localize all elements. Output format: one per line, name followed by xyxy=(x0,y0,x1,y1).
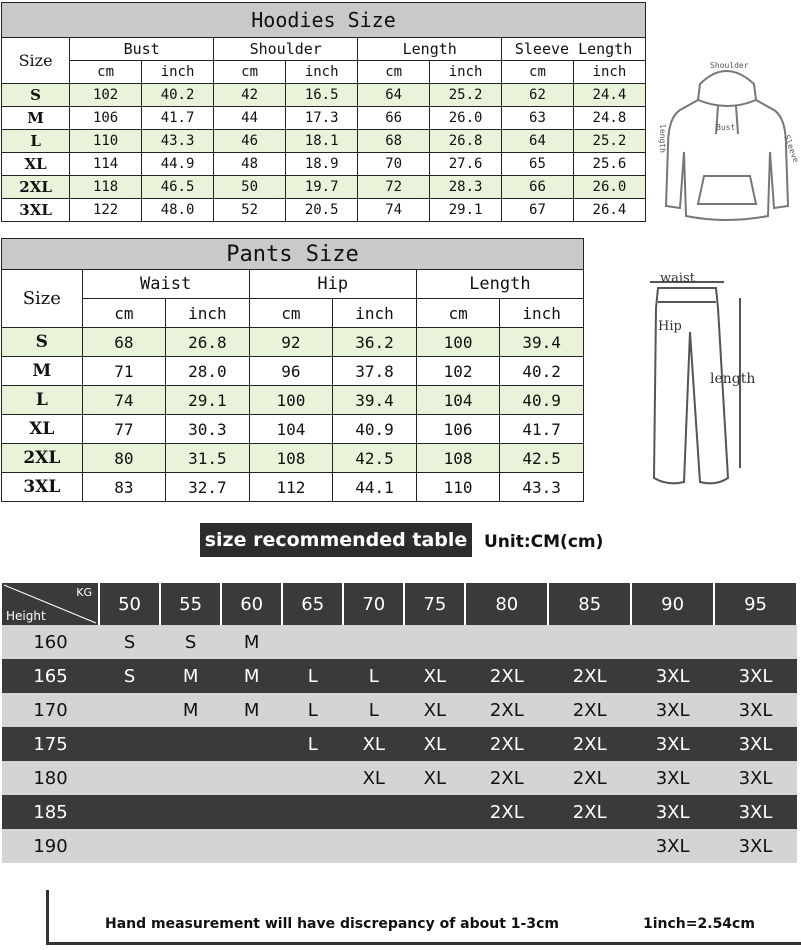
recommended-size-cell xyxy=(404,795,465,829)
recommended-size-cell: XL xyxy=(404,761,465,795)
value-cell: 43.3 xyxy=(142,130,214,153)
value-cell: 44.1 xyxy=(333,473,417,502)
unit-header: cm xyxy=(416,299,500,328)
recommended-size-cell: 3XL xyxy=(714,761,797,795)
recommend-title: size recommended table xyxy=(200,523,472,557)
recommend-row xyxy=(2,761,797,795)
recommended-size-cell: M xyxy=(221,693,282,727)
hoodies-row xyxy=(2,84,646,107)
value-cell: 110 xyxy=(416,473,500,502)
pants-size-header: Size xyxy=(2,270,83,328)
height-cell: 175 xyxy=(2,727,99,761)
value-cell: 112 xyxy=(249,473,333,502)
size-cell: M xyxy=(2,357,83,386)
hoodie-bust-label: Bust xyxy=(716,123,736,132)
recommended-size-cell: 3XL xyxy=(631,727,714,761)
value-cell: 74 xyxy=(82,386,165,415)
weight-header: 55 xyxy=(160,583,221,625)
value-cell: 118 xyxy=(70,176,142,199)
recommend-row xyxy=(2,693,797,727)
recommended-size-cell: 3XL xyxy=(631,659,714,693)
value-cell: 25.2 xyxy=(430,84,502,107)
value-cell: 40.9 xyxy=(333,415,417,444)
weight-header: 85 xyxy=(548,583,631,625)
value-cell: 24.8 xyxy=(573,107,645,130)
recommended-size-cell: 2XL xyxy=(465,659,548,693)
recommended-size-cell: 3XL xyxy=(631,693,714,727)
weight-header: 75 xyxy=(404,583,465,625)
unit-header: inch xyxy=(500,299,584,328)
recommended-size-cell xyxy=(282,795,343,829)
value-cell: 26.4 xyxy=(573,199,645,222)
value-cell: 104 xyxy=(249,415,333,444)
value-cell: 46 xyxy=(214,130,286,153)
recommended-size-cell: M xyxy=(221,659,282,693)
pants-size-table xyxy=(1,238,584,502)
unit-header: inch xyxy=(573,61,645,84)
recommended-size-cell xyxy=(160,829,221,863)
value-cell: 27.6 xyxy=(430,153,502,176)
corner-diagonal xyxy=(2,583,98,625)
size-cell: 3XL xyxy=(2,473,83,502)
recommended-size-cell xyxy=(282,829,343,863)
recommended-size-cell: 3XL xyxy=(631,761,714,795)
unit-label: Unit:CM(cm) xyxy=(484,532,604,552)
value-cell: 20.5 xyxy=(286,199,358,222)
recommend-row xyxy=(2,829,797,863)
height-cell: 170 xyxy=(2,693,99,727)
value-cell: 31.5 xyxy=(166,444,250,473)
recommended-size-cell xyxy=(548,625,631,659)
recommended-size-cell: XL xyxy=(404,727,465,761)
value-cell: 50 xyxy=(214,176,286,199)
size-header: Size xyxy=(2,38,70,84)
weight-header: 95 xyxy=(714,583,797,625)
recommended-size-cell xyxy=(221,761,282,795)
unit-header: inch xyxy=(430,61,502,84)
recommended-size-cell: 2XL xyxy=(465,693,548,727)
recommended-size-cell: 3XL xyxy=(631,795,714,829)
value-cell: 77 xyxy=(82,415,165,444)
recommended-size-cell: 3XL xyxy=(631,829,714,863)
value-cell: 32.7 xyxy=(166,473,250,502)
recommended-size-cell: L xyxy=(282,659,343,693)
value-cell: 28.3 xyxy=(430,176,502,199)
unit-header: inch xyxy=(142,61,214,84)
recommended-size-cell: 2XL xyxy=(548,693,631,727)
hoodies-row xyxy=(2,199,646,222)
value-cell: 29.1 xyxy=(430,199,502,222)
unit-header: cm xyxy=(214,61,286,84)
pants-row xyxy=(2,444,584,473)
weight-header: 50 xyxy=(99,583,160,625)
recommended-size-cell xyxy=(282,761,343,795)
hoodies-row xyxy=(2,107,646,130)
waist-header: Waist xyxy=(82,270,249,299)
recommended-size-cell: M xyxy=(221,625,282,659)
weight-header: 70 xyxy=(343,583,404,625)
value-cell: 106 xyxy=(70,107,142,130)
bust-header: Bust xyxy=(70,38,214,61)
pants-diagram xyxy=(620,268,798,500)
recommended-size-cell xyxy=(404,829,465,863)
discrepancy-note: Hand measurement will have discrepancy of about 1-3cm xyxy=(105,916,559,932)
size-cell: L xyxy=(2,386,83,415)
recommended-size-cell xyxy=(343,829,404,863)
recommend-row xyxy=(2,659,797,693)
value-cell: 83 xyxy=(82,473,165,502)
size-cell: 3XL xyxy=(2,199,70,222)
size-cell: S xyxy=(2,84,70,107)
value-cell: 18.1 xyxy=(286,130,358,153)
value-cell: 65 xyxy=(502,153,574,176)
recommended-size-cell: M xyxy=(160,659,221,693)
unit-header: cm xyxy=(502,61,574,84)
size-cell: XL xyxy=(2,415,83,444)
recommended-size-cell: XL xyxy=(343,727,404,761)
recommended-size-cell: S xyxy=(99,659,160,693)
pants-hip-label: Hip xyxy=(658,319,682,334)
recommended-size-cell: S xyxy=(160,625,221,659)
recommended-size-cell: 3XL xyxy=(714,795,797,829)
value-cell: 66 xyxy=(502,176,574,199)
value-cell: 26.8 xyxy=(430,130,502,153)
value-cell: 67 xyxy=(502,199,574,222)
value-cell: 26.0 xyxy=(430,107,502,130)
value-cell: 46.5 xyxy=(142,176,214,199)
recommended-size-cell xyxy=(343,795,404,829)
value-cell: 62 xyxy=(502,84,574,107)
value-cell: 40.2 xyxy=(500,357,584,386)
value-cell: 18.9 xyxy=(286,153,358,176)
value-cell: 28.0 xyxy=(166,357,250,386)
value-cell: 25.2 xyxy=(573,130,645,153)
weight-header: 90 xyxy=(631,583,714,625)
recommended-size-cell: M xyxy=(160,693,221,727)
value-cell: 104 xyxy=(416,386,500,415)
recommended-size-cell xyxy=(160,727,221,761)
hoodie-sleeve-label: Sleeve xyxy=(782,133,801,164)
value-cell: 64 xyxy=(358,84,430,107)
pants-length-label: length xyxy=(710,371,756,387)
value-cell: 43.3 xyxy=(500,473,584,502)
recommended-size-cell xyxy=(714,625,797,659)
recommended-size-cell xyxy=(99,795,160,829)
value-cell: 25.6 xyxy=(573,153,645,176)
value-cell: 44.9 xyxy=(142,153,214,176)
value-cell: 26.8 xyxy=(166,328,250,357)
value-cell: 42.5 xyxy=(333,444,417,473)
recommended-size-cell xyxy=(631,625,714,659)
recommended-size-cell: XL xyxy=(404,659,465,693)
unit-header: cm xyxy=(82,299,165,328)
value-cell: 80 xyxy=(82,444,165,473)
hoodies-title: Hoodies Size xyxy=(2,3,646,38)
pants-row xyxy=(2,386,584,415)
recommended-size-cell xyxy=(221,795,282,829)
value-cell: 74 xyxy=(358,199,430,222)
recommended-size-cell: 2XL xyxy=(548,727,631,761)
kg-label: KG xyxy=(76,586,92,599)
measurement-note xyxy=(46,890,801,945)
value-cell: 71 xyxy=(82,357,165,386)
value-cell: 42.5 xyxy=(500,444,584,473)
recommended-size-cell xyxy=(282,625,343,659)
value-cell: 64 xyxy=(502,130,574,153)
recommended-size-cell: L xyxy=(343,693,404,727)
recommended-size-cell xyxy=(99,727,160,761)
shoulder-header: Shoulder xyxy=(214,38,358,61)
height-cell: 180 xyxy=(2,761,99,795)
recommended-size-cell: 2XL xyxy=(465,761,548,795)
recommended-size-cell: L xyxy=(282,727,343,761)
size-recommend-table xyxy=(2,583,798,863)
unit-header: inch xyxy=(333,299,417,328)
hoodie-diagram xyxy=(656,56,801,228)
recommended-size-cell xyxy=(465,829,548,863)
height-kg-corner xyxy=(2,583,99,625)
value-cell: 106 xyxy=(416,415,500,444)
value-cell: 102 xyxy=(70,84,142,107)
length-header: Length xyxy=(358,38,502,61)
value-cell: 110 xyxy=(70,130,142,153)
value-cell: 66 xyxy=(358,107,430,130)
value-cell: 68 xyxy=(358,130,430,153)
recommended-size-cell xyxy=(404,625,465,659)
weight-header: 80 xyxy=(465,583,548,625)
height-cell: 185 xyxy=(2,795,99,829)
value-cell: 100 xyxy=(249,386,333,415)
recommended-size-cell: 2XL xyxy=(465,727,548,761)
pants-waist-label: waist xyxy=(660,271,695,286)
value-cell: 92 xyxy=(249,328,333,357)
sleeve-length-header: Sleeve Length xyxy=(502,38,646,61)
value-cell: 17.3 xyxy=(286,107,358,130)
value-cell: 36.2 xyxy=(333,328,417,357)
size-cell: S xyxy=(2,328,83,357)
pants-title: Pants Size xyxy=(2,239,584,270)
recommended-size-cell xyxy=(160,761,221,795)
value-cell: 41.7 xyxy=(142,107,214,130)
pants-row xyxy=(2,357,584,386)
recommended-size-cell: XL xyxy=(404,693,465,727)
recommended-size-cell: 3XL xyxy=(714,829,797,863)
size-cell: XL xyxy=(2,153,70,176)
pants-row xyxy=(2,415,584,444)
value-cell: 37.8 xyxy=(333,357,417,386)
recommended-size-cell: 3XL xyxy=(714,727,797,761)
recommended-size-cell: 3XL xyxy=(714,659,797,693)
recommended-size-cell xyxy=(99,761,160,795)
recommended-size-cell xyxy=(221,829,282,863)
weight-header: 60 xyxy=(221,583,282,625)
value-cell: 24.4 xyxy=(573,84,645,107)
value-cell: 48 xyxy=(214,153,286,176)
recommended-size-cell xyxy=(343,625,404,659)
recommend-row xyxy=(2,727,797,761)
height-cell: 160 xyxy=(2,625,99,659)
value-cell: 52 xyxy=(214,199,286,222)
value-cell: 70 xyxy=(358,153,430,176)
height-cell: 165 xyxy=(2,659,99,693)
value-cell: 42 xyxy=(214,84,286,107)
value-cell: 63 xyxy=(502,107,574,130)
value-cell: 122 xyxy=(70,199,142,222)
unit-header: cm xyxy=(70,61,142,84)
value-cell: 39.4 xyxy=(500,328,584,357)
value-cell: 19.7 xyxy=(286,176,358,199)
recommended-size-cell: XL xyxy=(343,761,404,795)
value-cell: 68 xyxy=(82,328,165,357)
pants-row xyxy=(2,473,584,502)
hoodies-row xyxy=(2,153,646,176)
unit-header: inch xyxy=(166,299,250,328)
hip-header: Hip xyxy=(249,270,416,299)
value-cell: 40.9 xyxy=(500,386,584,415)
value-cell: 44 xyxy=(214,107,286,130)
value-cell: 102 xyxy=(416,357,500,386)
recommended-size-cell: 2XL xyxy=(548,795,631,829)
value-cell: 108 xyxy=(416,444,500,473)
unit-header: cm xyxy=(358,61,430,84)
value-cell: 41.7 xyxy=(500,415,584,444)
unit-header: cm xyxy=(249,299,333,328)
value-cell: 100 xyxy=(416,328,500,357)
value-cell: 72 xyxy=(358,176,430,199)
recommended-size-cell: 2XL xyxy=(548,659,631,693)
size-cell: 2XL xyxy=(2,176,70,199)
recommended-size-cell: L xyxy=(282,693,343,727)
value-cell: 16.5 xyxy=(286,84,358,107)
height-cell: 190 xyxy=(2,829,99,863)
value-cell: 29.1 xyxy=(166,386,250,415)
recommended-size-cell: 2XL xyxy=(548,761,631,795)
hoodies-row xyxy=(2,176,646,199)
value-cell: 96 xyxy=(249,357,333,386)
recommend-row xyxy=(2,795,797,829)
value-cell: 26.0 xyxy=(573,176,645,199)
recommended-size-cell: 2XL xyxy=(465,795,548,829)
size-cell: M xyxy=(2,107,70,130)
recommended-size-cell: S xyxy=(99,625,160,659)
height-label: Height xyxy=(6,609,46,623)
value-cell: 40.2 xyxy=(142,84,214,107)
unit-header: inch xyxy=(286,61,358,84)
recommended-size-cell xyxy=(465,625,548,659)
hoodies-row xyxy=(2,130,646,153)
value-cell: 39.4 xyxy=(333,386,417,415)
hoodie-shoulder-label: Shoulder xyxy=(710,61,749,70)
recommended-size-cell: L xyxy=(343,659,404,693)
size-cell: L xyxy=(2,130,70,153)
weight-header: 65 xyxy=(282,583,343,625)
pants-row xyxy=(2,328,584,357)
size-cell: 2XL xyxy=(2,444,83,473)
inch-conversion: 1inch=2.54cm xyxy=(643,916,755,932)
pants-length-header: Length xyxy=(416,270,583,299)
value-cell: 114 xyxy=(70,153,142,176)
recommended-size-cell xyxy=(548,829,631,863)
recommended-size-cell xyxy=(221,727,282,761)
recommend-row xyxy=(2,625,797,659)
recommended-size-cell: 3XL xyxy=(714,693,797,727)
hoodies-size-table xyxy=(1,2,646,222)
value-cell: 108 xyxy=(249,444,333,473)
recommended-size-cell xyxy=(99,829,160,863)
recommended-size-cell xyxy=(99,693,160,727)
recommended-size-cell xyxy=(160,795,221,829)
value-cell: 48.0 xyxy=(142,199,214,222)
value-cell: 30.3 xyxy=(166,415,250,444)
hoodie-length-label: length xyxy=(658,124,667,153)
